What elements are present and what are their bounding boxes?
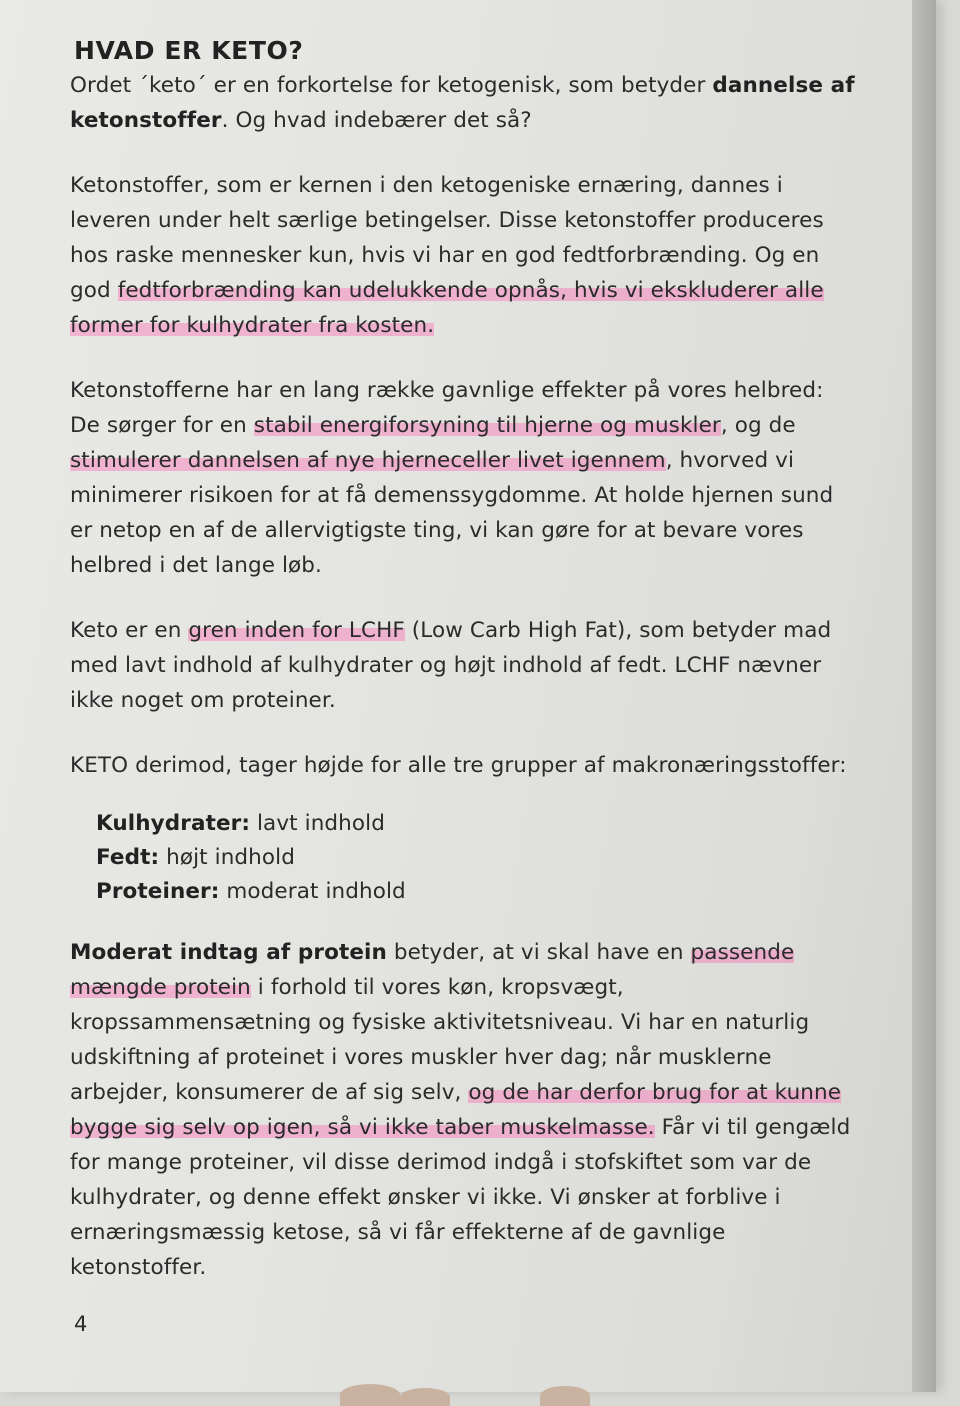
paragraph-text: Ketonstofferne har en lang række gavnlige effekter på vores helbred: De sørger for en [70,378,824,438]
paragraph-lchf [70,613,860,718]
paragraph-text: Får vi til gengæld for mange proteiner, vil disse derimod indgå i stofskiftet som var de kulhydrater, og denne effekt ønsker vi ikke. Vi ønsker at forblive i ernæringsmæssig ketose, så vi får effekterne af de gavnlige ketonstoffer. [70,1115,851,1280]
intro-text: Ordet ´keto´ er en forkortelse for ketogenisk, som betyder [70,73,713,98]
fingertips [330,1376,590,1406]
macro-label: Kulhydrater: [96,811,251,836]
paragraph-text: Keto er en [70,618,189,643]
macro-label: Proteiner: [96,879,220,904]
paragraph-protein [70,935,860,1285]
macro-list [96,807,860,909]
page-content [70,34,860,1315]
highlighted-text: gren inden for LCHF [188,618,405,643]
paragraph-text: i forhold til vores køn, kropsvægt, kropssammensætning og fysiske aktivitetsniveau. Vi har en naturlig udskiftning af proteinet i vores muskler hver dag; når musklerne arbejder, konsumerer de af sig selv, [70,975,810,1105]
paragraph-text: betyder, at vi skal have en [386,940,691,965]
paragraph-ketonstoffer [70,168,860,343]
highlighted-text: stimulerer dannelsen af nye hjerneceller livet igennem [70,448,666,473]
page-heading: HVAD ER KETO? [74,36,304,65]
paragraph-text: , hvorved vi minimerer risikoen for at få demenssygdomme. At holde hjernen sund er netop en af de allervigtigste ting, vi kan gøre for at bevare vores helbred i det lange løb. [70,448,834,578]
highlighted-text: og de har derfor brug for at kunne bygge sig selv op igen, så vi ikke taber muskelmasse. [70,1080,842,1140]
page-number: 4 [74,1312,88,1336]
highlighted-text: passende mængde protein [70,940,795,1000]
paragraph-text: Ketonstoffer, som er kernen i den ketogeniske ernæring, dannes i leveren under helt særlige betingelser. Disse ketonstoffer produceres hos raske mennesker kun, hvis vi har en god fedtforbrænding. Og en god [70,173,824,303]
intro-text-end: . Og hvad indebærer det så? [221,108,532,133]
macro-item [96,841,860,875]
macro-item [96,875,860,909]
paragraph-makro: KETO derimod, tager højde for alle tre grupper af makronæringsstoffer: [70,753,847,778]
macro-label: Fedt: [96,845,160,870]
intro-bold: dannelse af ketonstoffer [70,73,855,133]
page-edge [912,0,936,1392]
macro-item [96,807,860,841]
macro-value: lavt indhold [250,811,385,836]
intro-paragraph [70,68,860,138]
paragraph-effekter [70,373,860,583]
paragraph-text: (Low Carb High Fat), som betyder mad med lavt indhold af kulhydrater og højt indhold af fedt. LCHF nævner ikke noget om proteiner. [70,618,832,713]
highlighted-text: stabil energiforsyning til hjerne og muskler [253,413,721,438]
macro-value: moderat indhold [219,879,406,904]
highlighted-text: fedtforbrænding kan udelukkende opnås, hvis vi ekskluderer alle former for kulhydrater fra kosten. [70,278,824,338]
macro-value: højt indhold [159,845,295,870]
paragraph-bold: Moderat indtag af protein [70,940,387,965]
paragraph-text: , og de [720,413,796,438]
